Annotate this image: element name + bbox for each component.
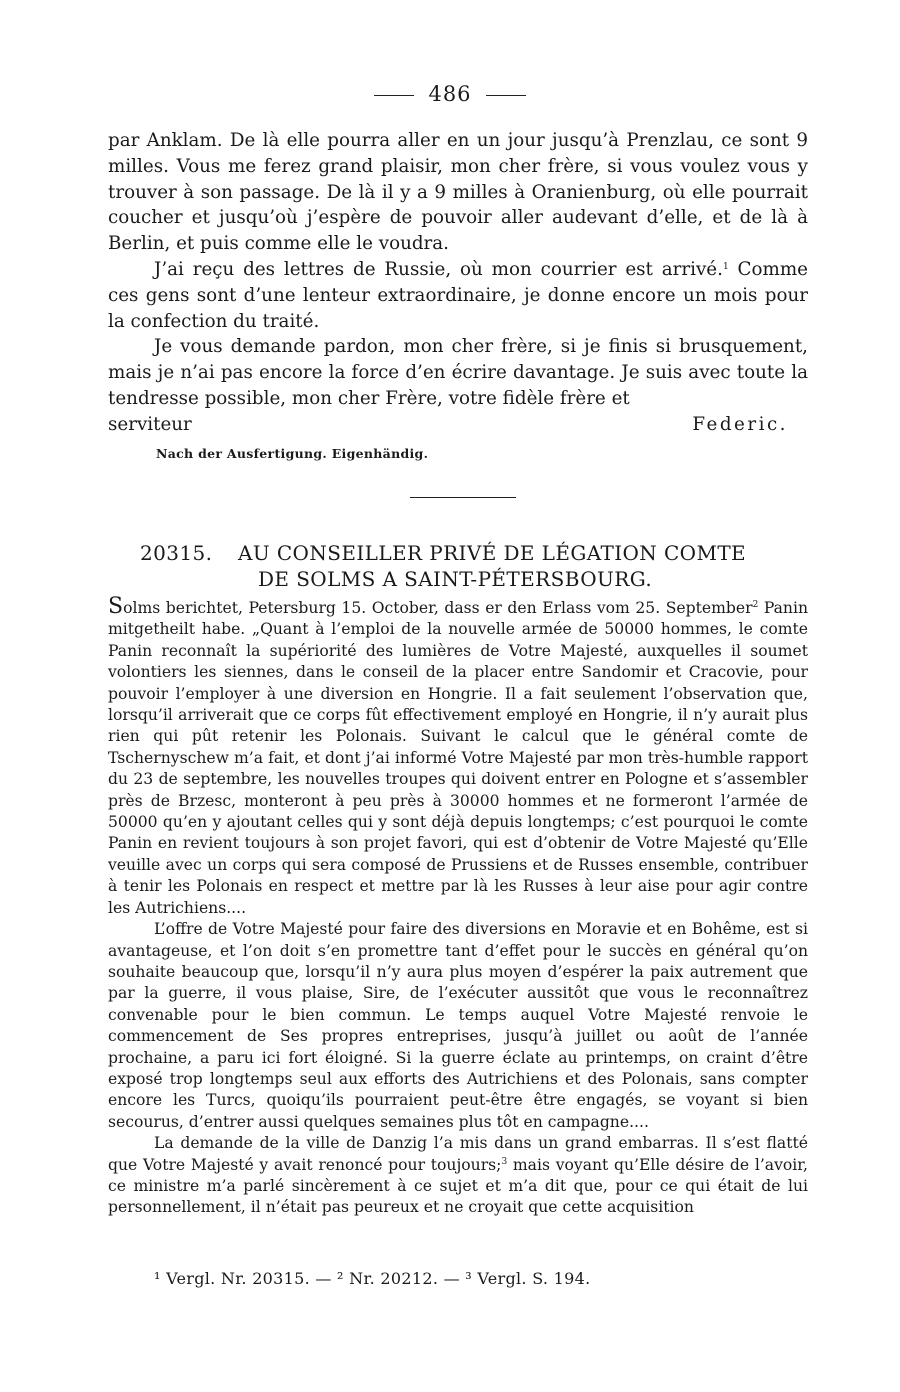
letter-conclusion xyxy=(108,128,808,438)
section-separator xyxy=(410,497,516,498)
section-title-line-2: DE SOLMS A SAINT-PÉTERSBOURG. xyxy=(258,567,653,591)
section-heading xyxy=(140,540,820,592)
body-paragraph-1: Solms berichtet, Petersburg 15. October, dass er den Erlass vom 25. September$^2$ Panin mitgetheilt habe. „Quant à l’emploi de la nouvelle armée de 50000 hommes, le comte Panin reconnaît la supériorité des lumières de Votre Majesté, auxquelles il soumet volontiers les siennes, dans le conseil de la placer entre Sandomir et Cracovie, pour pouvoir l’employer à une diversion en Hongrie. Il a fait seulement l’observation que, lorsqu’il arriverait que ce corps fût effectivement employé en Hongrie, il n’y aurait plus rien qui pût retenir les Polonais. Suivant le calcul que le général comte de Tschernyschew m’a fait, et dont j’ai informé Votre Majesté par mon très-humble rapport du 23 de septembre, les nouvelles troupes qui doivent entrer en Pologne et s’assembler près de Brzesc, monteront à peu près à 30000 hommes et ne formeront l’armée de 50000 qu’en y ajoutant celles qui y sont déjà depuis longtemps; c’est pourquoi le comte Panin en revient toujours à son projet favori, qui est d’obtenir de Votre Majesté qu’Elle veuille avec un corps qui sera composé de Prussiens et de Russes ensemble, contribuer à tenir les Polonais en respect et mettre par là les Russes à leur aise pour agir contre les Autrichiens.... xyxy=(108,594,808,917)
body-paragraph-3: La demande de la ville de Danzig l’a mis dans un grand embarras. Il s’est flatté que Votre Majesté y avait renoncé pour toujours;$^3$ mais voyant qu’Elle désire de l’avoir, ce ministre m’a parlé sincèrement à ce sujet et m’a dit que, pour ce qui était de lui personnellement, il n’était pas peureux et ne croyait que cette acquisition xyxy=(108,1134,808,1217)
header-rule-left xyxy=(374,95,414,96)
closing-word: serviteur xyxy=(108,413,192,435)
letter-paragraph-2: J’ai reçu des lettres de Russie, où mon courrier est arrivé.$^1$ Comme ces gens sont d’une lenteur extraordinaire, je donne encore un mois pour la confection du traité. xyxy=(108,258,808,332)
source-note: Nach der Ausfertigung. Eigenhändig. xyxy=(156,446,429,461)
footnote-mark-3: 3 xyxy=(501,1156,508,1167)
section-number: 20315. xyxy=(140,541,213,565)
footnotes: ¹ Vergl. Nr. 20315. — ² Nr. 20212. — ³ Vergl. S. 194. xyxy=(154,1269,591,1288)
letter-paragraph-1: par Anklam. De là elle pourra aller en un jour jusqu’à Prenzlau, ce sont 9 milles. Vous me ferez grand plaisir, mon cher frère, si vous voulez vous y trouver à son passage. De là il y a 9 milles à Oranienburg, où elle pourrait coucher et jusqu’où j’espère de pouvoir aller audevant d’elle, et de là à Berlin, et puis comme elle le voudra. xyxy=(108,130,808,255)
drop-cap: S xyxy=(108,594,124,619)
section-title-line-1: AU CONSEILLER PRIVÉ DE LÉGATION COMTE xyxy=(238,541,747,565)
signature: Federic. xyxy=(692,413,788,435)
header-rule-right xyxy=(486,95,526,96)
page-number: 486 xyxy=(428,82,472,106)
section-body xyxy=(108,594,808,1219)
letter-paragraph-3: Je vous demande pardon, mon cher frère, si je finis si brusquement, mais je n’ai pas encore la force d’en écrire davantage. Je suis avec toute la tendresse possible, mon cher Frère, votre fidèle frère et xyxy=(108,336,808,409)
page-header xyxy=(0,82,900,106)
footnote-mark-1: 1 xyxy=(722,261,729,272)
closing-line xyxy=(108,412,808,438)
footnote-mark-2: 2 xyxy=(752,600,759,610)
body-paragraph-2: L’offre de Votre Majesté pour faire des diversions en Moravie et en Bohême, est si avantageuse, et l’on doit s’en promettre tant d’effet pour le succès en général qu’on souhaite beaucoup que, lorsqu’il n’y aura plus moyen d’espérer la paix autrement que par la guerre, il vous plaise, Sire, de l’exécuter aussitôt que vous le reconnaîtrez convenable pour le bien commun. Le temps auquel Votre Majesté renvoie le commencement de Ses propres entreprises, jusqu’à juillet ou août de l’année prochaine, a paru ici fort éloigné. Si la guerre éclate au printemps, on craint d’être exposé trop longtemps seul aux efforts des Autrichiens et des Polonais, sans compter encore les Turcs, quoiqu’ils pourraient peut-être être engagés, se voyant si bien secourus, d’entrer aussi quelques semaines plus tôt en campagne.... xyxy=(108,920,808,1131)
